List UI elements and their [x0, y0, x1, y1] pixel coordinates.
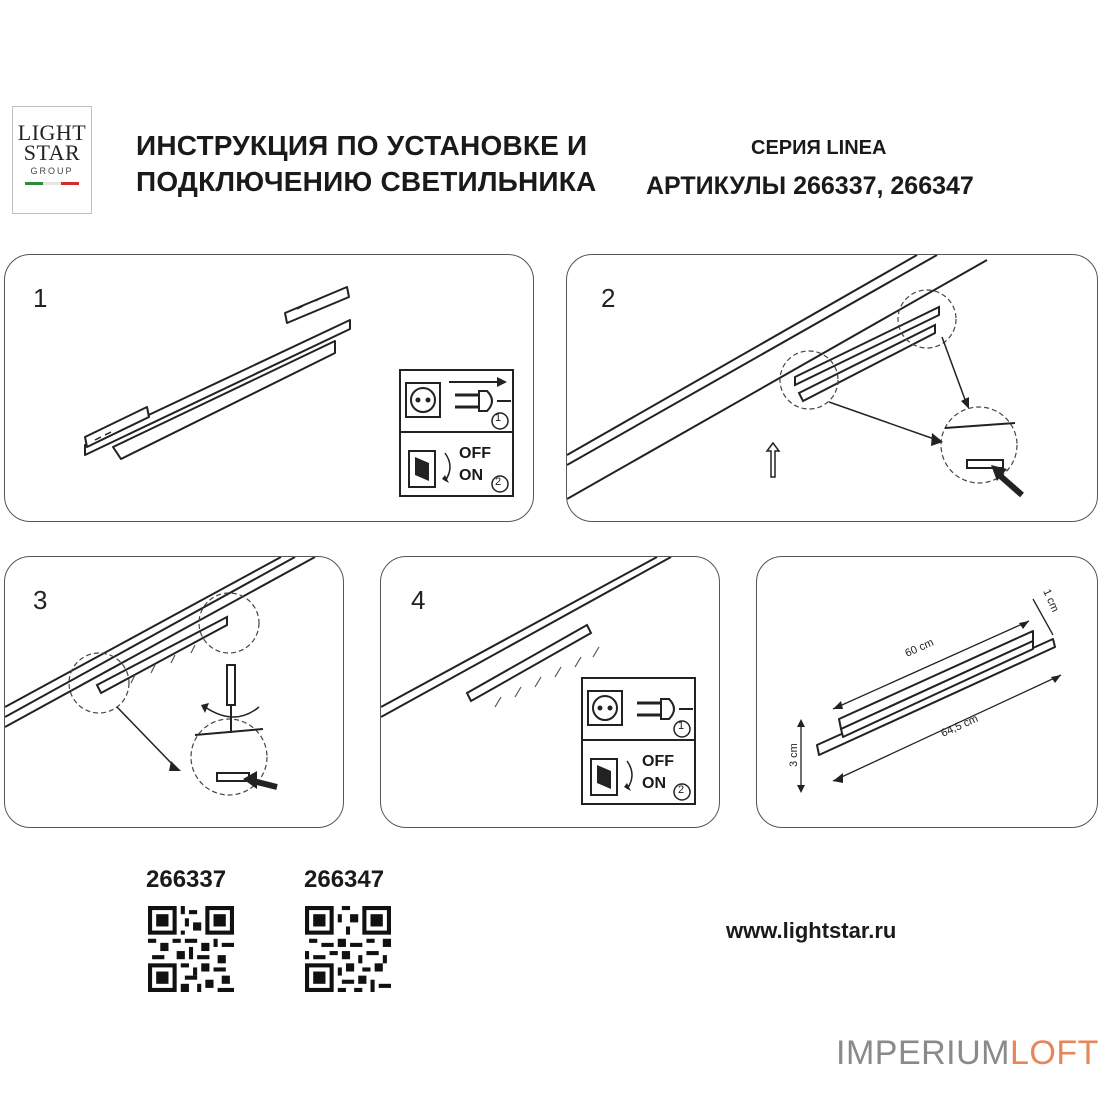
logo-text-light: LIGHT: [17, 120, 87, 145]
logo-text-group: GROUP: [30, 166, 74, 176]
step-2-panel: [566, 254, 1098, 522]
article-code-2: 266347: [304, 866, 385, 893]
fixing-screw-illustration: [5, 557, 344, 828]
luminaire-illustration: [65, 285, 365, 475]
series-block: [646, 129, 974, 205]
dim-total-label: 64,5 cm: [939, 712, 980, 740]
series-name: СЕРИЯ LINEA: [751, 137, 887, 159]
article-numbers: АРТИКУЛЫ 266337, 266347: [646, 172, 974, 200]
step-3-number: 3: [33, 585, 48, 615]
dimensions-drawing: [757, 557, 1099, 829]
dimensions-panel: [756, 556, 1098, 828]
website-link[interactable]: www.lightstar.ru: [726, 918, 897, 943]
document-title: [136, 128, 596, 200]
switch-off-label: OFF: [459, 445, 491, 462]
step-1-number: 1: [33, 283, 48, 313]
dim-height-label: 3 cm: [788, 743, 800, 767]
watermark-part-1: IMPERIUM: [836, 1034, 1010, 1072]
badge-1-b: 1: [678, 720, 685, 732]
step-1-panel: [4, 254, 534, 522]
italian-flag-icon: [13, 182, 91, 185]
switch-on-label: ON: [459, 467, 483, 484]
step-4-panel: [380, 556, 720, 828]
step-3-panel: [4, 556, 344, 828]
title-line-1: ИНСТРУКЦИЯ ПО УСТАНОВКЕ И: [136, 130, 588, 161]
track-mounting-illustration: [567, 255, 1098, 522]
dim-width-label: 1 cm: [1040, 587, 1061, 615]
qr-code-icon: [148, 906, 234, 992]
switch-on-label-2: ON: [642, 775, 666, 792]
logo-text-star: STAR: [23, 140, 81, 165]
watermark-part-2: LOFT: [1010, 1034, 1099, 1072]
title-line-2: ПОДКЛЮЧЕНИЮ СВЕТИЛЬНИКА: [136, 166, 597, 197]
brand-logo: [12, 106, 92, 214]
step-2-number: 2: [601, 283, 616, 313]
article-code-1: 266337: [146, 866, 227, 893]
qr-code-icon: [305, 906, 391, 992]
step-4-number: 4: [411, 585, 426, 615]
switch-off-label-2: OFF: [642, 753, 674, 770]
dim-length-label: 60 cm: [903, 636, 936, 660]
badge-1: 1: [495, 412, 502, 424]
watermark: [836, 1034, 1099, 1073]
badge-2: 2: [495, 476, 502, 488]
badge-2-b: 2: [678, 784, 685, 796]
